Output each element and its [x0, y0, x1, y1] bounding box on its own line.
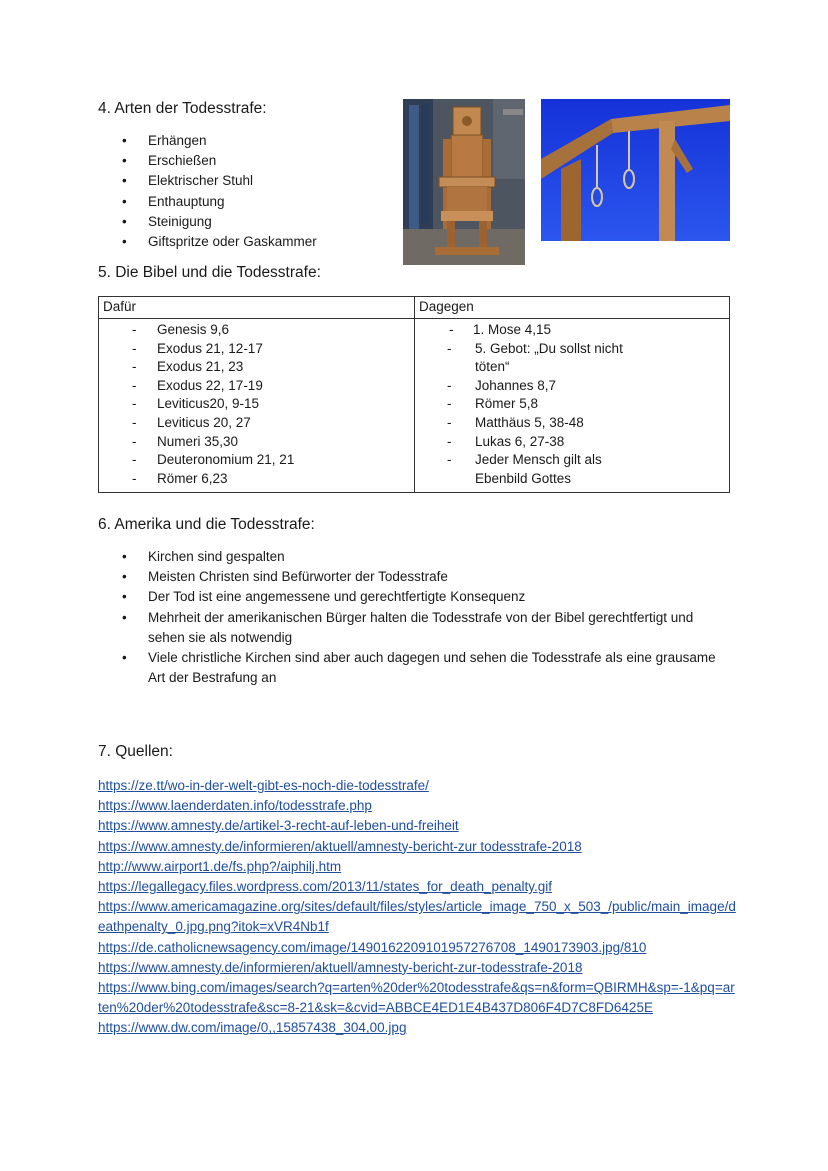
source-link[interactable]: https://www.bing.com/images/search?q=arten%20der%20todesstrafe&qs=n&form=QBIRMH&sp=-1&pq=arten%20der%20todesstrafe&sc=8-21&sk=&cvid=ABBCE4ED1E4B437D806F4D7C8FD6425E: [98, 980, 735, 1016]
bible-reference-against: - Lukas 6, 27-38: [415, 433, 627, 452]
source-link[interactable]: https://www.americamagazine.org/sites/default/files/styles/article_image_750_x_503_/public/main_image/deathpenalty_0.jpg.png?itok=xVR4Nb1f: [98, 899, 736, 935]
source-link[interactable]: https://www.dw.com/image/0,,15857438_304,00.jpg: [98, 1020, 407, 1036]
section-6-heading: 6. Amerika und die Todesstrafe:: [98, 516, 315, 533]
source-link[interactable]: https://www.amnesty.de/informieren/aktuell/amnesty-bericht-zur-todesstrafe-2018: [98, 959, 583, 975]
list-item: • Mehrheit der amerikanischen Bürger halten die Todesstrafe von der Bibel gerechtfertigt und sehen sie als notwendig: [122, 608, 732, 648]
list-item: • Giftspritze oder Gaskammer: [122, 232, 317, 252]
america-list: [122, 547, 732, 688]
column-for-cell: [99, 319, 415, 493]
bible-reference-against: - 5. Gebot: „Du sollst nicht töten“: [415, 340, 627, 377]
list-item: • Erschießen: [122, 151, 317, 171]
list-item: • Der Tod ist eine angemessene und gerechtfertigte Konsequenz: [122, 587, 732, 607]
source-link[interactable]: https://ze.tt/wo-in-der-welt-gibt-es-noch-die-todesstrafe/: [98, 778, 429, 793]
bible-reference-for: - Numeri 35,30: [99, 433, 414, 452]
list-item: • Viele christliche Kirchen sind aber auch dagegen und sehen die Todesstrafe als eine grausame Art der Bestrafung an: [122, 648, 732, 688]
bible-reference-against: - Jeder Mensch gilt als Ebenbild Gottes: [415, 451, 627, 488]
list-item: • Enthauptung: [122, 192, 317, 212]
column-for-header: Dafür: [99, 297, 415, 319]
source-link[interactable]: https://www.amnesty.de/artikel-3-recht-auf-leben-und-freiheit: [98, 818, 459, 834]
bible-reference-for: - Exodus 22, 17-19: [99, 377, 414, 396]
bible-reference-for: - Exodus 21, 12-17: [99, 340, 414, 359]
list-item: • Kirchen sind gespalten: [122, 547, 732, 567]
bible-reference-for: - Leviticus20, 9-15: [99, 395, 414, 414]
column-against-cell: [415, 319, 730, 493]
bible-reference-against: - Johannes 8,7: [415, 377, 627, 396]
bible-reference-for: - Leviticus 20, 27: [99, 414, 414, 433]
column-against-header: Dagegen: [415, 297, 730, 319]
execution-types-list: [122, 131, 317, 252]
bible-reference-against: - Matthäus 5, 38-48: [415, 414, 627, 433]
list-item: • Erhängen: [122, 131, 317, 151]
section-4-heading: 4. Arten der Todesstrafe:: [98, 100, 267, 117]
bible-reference-against: - Römer 5,8: [415, 395, 627, 414]
section-7-heading: 7. Quellen:: [98, 743, 173, 760]
source-links: [98, 776, 738, 1039]
gallows-photo: [541, 99, 730, 241]
source-link[interactable]: https://legallegacy.files.wordpress.com/2013/11/states_for_death_penalty.gif: [98, 879, 553, 895]
bible-table: [98, 296, 730, 493]
list-item: • Meisten Christen sind Befürworter der Todesstrafe: [122, 567, 732, 587]
bible-reference-against: - 1. Mose 4,15: [415, 321, 627, 340]
against-list: [415, 321, 627, 488]
bible-reference-for: - Genesis 9,6: [99, 321, 414, 340]
electric-chair-photo: [403, 99, 525, 265]
list-item: • Steinigung: [122, 212, 317, 232]
source-link[interactable]: https://www.laenderdaten.info/todesstrafe.php: [98, 798, 372, 814]
source-link[interactable]: http://www.airport1.de/fs.php?/aiphilj.htm: [98, 858, 342, 874]
for-list: [99, 321, 414, 488]
source-link[interactable]: https://www.amnesty.de/informieren/aktuell/amnesty-bericht-zur todesstrafe-2018: [98, 838, 582, 854]
bible-reference-for: - Exodus 21, 23: [99, 358, 414, 377]
bible-reference-for: - Deuteronomium 21, 21: [99, 451, 414, 470]
bible-reference-for: - Römer 6,23: [99, 470, 414, 489]
source-link[interactable]: https://de.catholicnewsagency.com/image/1490162209101957276708_1490173903.jpg/810: [98, 939, 647, 955]
section-5-heading: 5. Die Bibel und die Todesstrafe:: [98, 264, 321, 281]
list-item: • Elektrischer Stuhl: [122, 171, 317, 191]
